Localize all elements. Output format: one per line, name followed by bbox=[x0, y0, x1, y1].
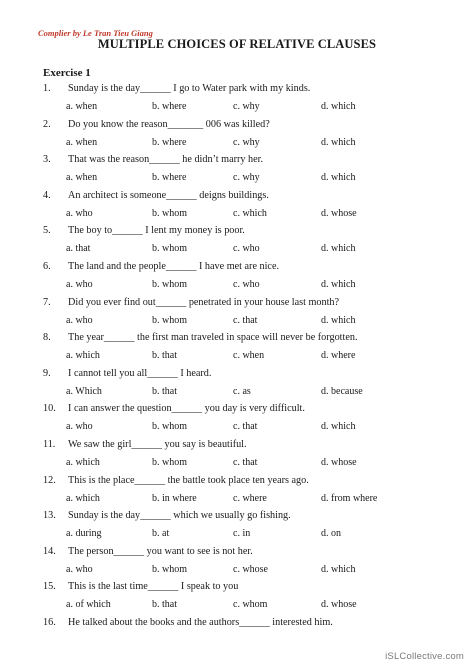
answer-option: c. as bbox=[233, 385, 251, 397]
answer-option: b. whom bbox=[152, 563, 187, 575]
answer-option: a. when bbox=[66, 136, 98, 148]
answer-option: c. whose bbox=[233, 563, 268, 575]
question-item bbox=[0, 187, 474, 223]
answer-option: a. which bbox=[66, 492, 100, 504]
answer-option: b. where bbox=[152, 101, 187, 112]
answer-option: d. because bbox=[321, 385, 363, 397]
question-number: 6. bbox=[43, 260, 51, 272]
answer-option: d. where bbox=[321, 350, 356, 362]
question-item bbox=[0, 365, 474, 401]
question-number: 15. bbox=[43, 581, 56, 593]
question-text: An architect is someone______ deigns buildings. bbox=[68, 189, 269, 201]
question-item bbox=[0, 329, 474, 365]
question-text: The year______ the first man traveled in space will never be forgotten. bbox=[68, 332, 358, 344]
answer-option: b. whom bbox=[152, 207, 187, 219]
answer-option: a. who bbox=[66, 207, 93, 219]
answer-option: b. that bbox=[152, 350, 177, 362]
question-number: 13. bbox=[43, 510, 56, 522]
answer-option: a. who bbox=[66, 314, 93, 326]
answer-option: c. who bbox=[233, 278, 260, 290]
answer-option: d. which bbox=[321, 172, 356, 184]
question-number: 8. bbox=[43, 332, 51, 344]
answer-option: a. who bbox=[66, 421, 93, 433]
answer-option: c. who bbox=[233, 243, 260, 255]
answer-option: b. that bbox=[152, 385, 177, 397]
answer-option: d. which bbox=[321, 243, 356, 255]
question-item bbox=[0, 614, 474, 650]
page-title: MULTIPLE CHOICES OF RELATIVE CLAUSES bbox=[97, 37, 377, 51]
question-item bbox=[0, 400, 474, 436]
question-number: 4. bbox=[43, 189, 51, 201]
answer-option: b. that bbox=[152, 599, 177, 611]
answer-option: c. why bbox=[233, 172, 260, 184]
question-number: 5. bbox=[43, 225, 51, 237]
answer-option: d. which bbox=[321, 101, 356, 112]
question-list bbox=[0, 80, 474, 650]
answer-option: a. when bbox=[66, 172, 98, 184]
question-number: 3. bbox=[43, 154, 51, 166]
answer-option: b. whom bbox=[152, 456, 187, 468]
answer-option: c. that bbox=[233, 421, 258, 433]
question-item bbox=[0, 222, 474, 258]
answer-option: b. whom bbox=[152, 278, 187, 290]
answer-option: c. when bbox=[233, 350, 265, 362]
question-number: 12. bbox=[43, 474, 56, 486]
answer-option: d. from where bbox=[321, 492, 378, 504]
question-item bbox=[0, 80, 474, 116]
answer-option: a. who bbox=[66, 563, 93, 575]
answer-option: d. whose bbox=[321, 599, 357, 611]
question-text: Sunday is the day______ which we usually go fishing. bbox=[68, 510, 291, 522]
answer-option: c. that bbox=[233, 456, 258, 468]
question-item bbox=[0, 116, 474, 152]
question-text: Do you know the reason_______ 006 was killed? bbox=[68, 118, 270, 130]
question-text: That was the reason______ he didn’t marry her. bbox=[68, 154, 264, 166]
answer-option: b. in where bbox=[152, 492, 197, 504]
answer-option: a. who bbox=[66, 278, 93, 290]
exercise-heading: Exercise 1 bbox=[43, 67, 91, 79]
answer-option: a. that bbox=[66, 243, 91, 255]
answer-option: c. that bbox=[233, 314, 258, 326]
question-text: This is the last time______ I speak to you bbox=[68, 581, 239, 593]
answer-option: c. in bbox=[233, 528, 251, 540]
question-item bbox=[0, 472, 474, 508]
question-text: I can answer the question______ you day is very difficult. bbox=[68, 403, 305, 415]
answer-option: c. why bbox=[233, 101, 260, 112]
answer-option: c. where bbox=[233, 492, 267, 504]
answer-option: c. why bbox=[233, 136, 260, 148]
watermark: iSLCollective.com bbox=[385, 651, 464, 662]
question-item bbox=[0, 258, 474, 294]
question-text: The person______ you want to see is not her. bbox=[68, 545, 253, 557]
question-number: 9. bbox=[43, 367, 51, 379]
question-text: He talked about the books and the authors______ interested him. bbox=[68, 616, 333, 628]
answer-option: d. which bbox=[321, 421, 356, 433]
answer-option: a. Which bbox=[66, 385, 102, 397]
question-number: 11. bbox=[43, 438, 56, 450]
answer-option: d. which bbox=[321, 563, 356, 575]
question-number: 14. bbox=[43, 545, 56, 557]
answer-option: b. where bbox=[152, 136, 187, 148]
answer-option: b. whom bbox=[152, 314, 187, 326]
answer-option: a. when bbox=[66, 101, 98, 112]
answer-option: d. which bbox=[321, 314, 356, 326]
compiler-credit: Complier by Le Tran Tieu Giang bbox=[38, 28, 153, 38]
question-text: This is the place______ the battle took place ten years ago. bbox=[68, 474, 309, 486]
answer-option: c. whom bbox=[233, 599, 268, 611]
question-item bbox=[0, 578, 474, 614]
question-item bbox=[0, 151, 474, 187]
answer-option: a. which bbox=[66, 456, 100, 468]
answer-option: b. at bbox=[152, 528, 170, 540]
question-number: 16. bbox=[43, 616, 56, 628]
question-number: 1. bbox=[43, 83, 51, 94]
question-text: We saw the girl______ you say is beautiful. bbox=[68, 438, 247, 450]
answer-option: c. which bbox=[233, 207, 267, 219]
question-text: The land and the people______ I have met are nice. bbox=[68, 260, 280, 272]
answer-option: a. during bbox=[66, 528, 102, 540]
question-text: I cannot tell you all______ I heard. bbox=[68, 367, 212, 379]
answer-option: d. which bbox=[321, 136, 356, 148]
question-item bbox=[0, 294, 474, 330]
answer-option: a. of which bbox=[66, 599, 111, 611]
answer-option: d. which bbox=[321, 278, 356, 290]
question-number: 7. bbox=[43, 296, 51, 308]
question-item bbox=[0, 436, 474, 472]
question-item bbox=[0, 543, 474, 579]
question-text: Sunday is the day______ I go to Water park with my kinds. bbox=[68, 83, 311, 94]
answer-option: b. whom bbox=[152, 421, 187, 433]
question-item bbox=[0, 507, 474, 543]
question-number: 2. bbox=[43, 118, 51, 130]
question-text: Did you ever find out______ penetrated in your house last month? bbox=[68, 296, 340, 308]
answer-option: b. whom bbox=[152, 243, 187, 255]
question-number: 10. bbox=[43, 403, 56, 415]
answer-option: d. whose bbox=[321, 456, 357, 468]
answer-option: a. which bbox=[66, 350, 100, 362]
answer-option: d. whose bbox=[321, 207, 357, 219]
question-text: The boy to______ I lent my money is poor. bbox=[68, 225, 245, 237]
answer-option: d. on bbox=[321, 528, 341, 540]
answer-option: b. where bbox=[152, 172, 187, 184]
